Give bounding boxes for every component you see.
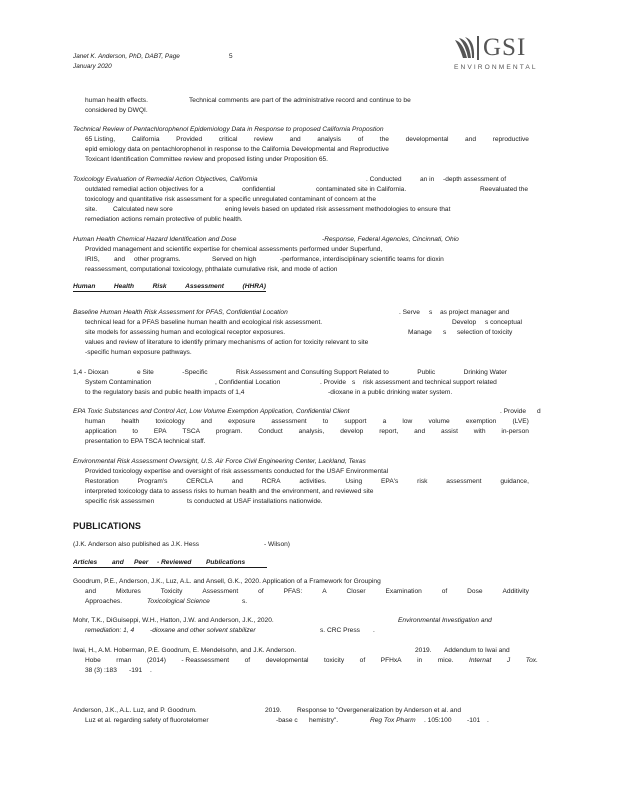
publication-fragment: Approaches. [85,598,123,605]
word: developmental [405,136,449,143]
word: report, [379,428,399,435]
journal-name: Toxicological Science [147,598,210,605]
publication-fragment: s. [242,598,248,605]
word: toxicology [155,418,185,425]
word: (LVE) [512,418,529,425]
word: - Reviewed [157,559,192,566]
book-title: Environmental Investigation and [398,617,492,624]
word: and [112,559,124,566]
journal-word: Tox. [525,657,538,664]
entry-title: Baseline Human Health Risk Assessment for PFAS, Confidential Location [73,309,288,316]
text-line: remediation actions remain protective of public health. [85,216,243,223]
word: Dose [467,588,483,595]
word: PFAS: [283,588,303,595]
text-fragment: specific risk assessmen [85,498,155,505]
entry-title: Technical Review of Pentachlorophenol Epidemiology Data in Response to proposed California Propostion [73,126,384,133]
text-fragment: contaminated site in California. [316,186,407,193]
text-fragment: outdated remedial action objectives for a [85,186,204,193]
text-fragment: -performance, interdisciplinary scientific teams for dioxin [280,256,444,263]
word: EPA's [381,478,399,485]
text-fragment: IRIS, [85,256,100,263]
text-fragment: Manage [408,329,432,336]
header-author-line: Janet K. Anderson, PhD, DABT, Page [73,53,180,60]
justified-line [85,587,529,596]
word: - Reassessment [181,657,230,664]
text-line: technical lead for a PFAS baseline human health and ecological risk assessment. [85,319,323,326]
justified-line [85,135,529,144]
word: Peer [134,559,149,566]
word: Restoration [85,478,119,485]
text-line: toxicology and quantitative risk assessment for a specific unregulated contaminant of concern at the [85,196,377,203]
word: Risk [152,283,167,290]
word: of [258,588,264,595]
text-line: epid emiology data on pentachlorophenol in response to the California Developmental and Reproductive [85,146,389,153]
word: rman [116,657,132,664]
publication-fragment: Luz et al. regarding safety of fluorotelomer [85,717,209,724]
text-fragment: ts conducted at USAF installations nationwide. [187,498,323,505]
text-fragment: site. [85,206,98,213]
word: EPA [153,428,167,435]
word: and [200,418,212,425]
entry-title: EPA Toxic Substances and Control Act, Low Volume Exemption Application, Confidential Client [73,408,350,415]
word: Assessment [202,588,239,595]
header-date: January 2020 [73,63,112,70]
publication-fragment: 38 (3) :183 [85,667,117,674]
word: reproductive [492,136,529,143]
word: of [357,136,364,143]
word: and [414,428,426,435]
text-fragment: Calculated new sore [113,206,173,213]
word: low [402,418,413,425]
gsi-logo [453,34,553,74]
logo-subtext: ENVIRONMENTAL [454,64,538,71]
publication-line: Iwai, H., A.M. Hoberman, P.E. Goodrum, E. Mendelsohn, and J.K. Anderson. [73,647,297,654]
word: California [131,136,160,143]
word: volume [428,418,450,425]
publication-fragment: s. CRC Press [320,627,360,634]
word: and [465,136,477,143]
word: develop [340,428,364,435]
text-line: -specific human exposure pathways. [85,349,192,356]
text-line: Toxicant Identification Committee review and proposed listing under Proposition 65. [85,156,329,163]
word: developmental [265,657,309,664]
publication-fragment: . [373,627,375,634]
word: e Site [136,369,154,376]
justified-line [85,477,529,486]
logo-text: GSI [483,34,527,61]
text-fragment: s [443,329,447,336]
word: CERCLA [186,478,214,485]
hhra-subheading [73,282,266,292]
publication-fragment: Addendum to Iwai and [444,647,510,654]
word: a [382,418,387,425]
word: toxicity [323,657,345,664]
text-fragment: . Provide [320,379,347,386]
text-line: Provided management and scientific expertise for chemical assessments performed under Superfund, [85,246,383,253]
text-fragment: confidential [242,186,276,193]
publication-fragment: -191 [129,667,143,674]
book-title: remediation: 1, 4 [85,627,135,634]
word: Using [345,478,363,485]
page-number: 5 [229,53,233,60]
text-fragment: . Provide [500,408,527,415]
publications-note-part: - Wilson) [264,541,291,548]
text-line: presentation to EPA TSCA technical staff. [85,438,206,445]
text-line: Provided toxicology expertise and oversight of risk assessments conducted for the USAF Environmental [85,468,389,475]
word: Human [73,283,96,290]
word: application [85,428,117,435]
text-fragment: as project manager and [440,309,510,316]
text-fragment: ening levels based on updated risk assessment methodologies to ensure that [225,206,451,213]
word: Conduct [258,428,283,435]
text-line: Technical comments are part of the administrative record and continue to be [189,97,411,104]
articles-subheading [73,558,267,568]
word: with [473,428,486,435]
word: Risk Assessment and Consulting Support Related to [235,369,389,376]
word: exposure [228,418,256,425]
publications-note: (J.K. Anderson also published as J.K. Hess [73,541,200,548]
word: -Specific [182,369,208,376]
word: TSCA [182,428,201,435]
justified-line [73,368,507,377]
word: Program's [137,478,168,485]
text-fragment: risk assessment and technical support related [363,379,497,386]
word: 65 Listing, [85,136,116,143]
word: Hobe [85,657,101,664]
text-fragment: -depth assessment of [443,176,507,183]
word: assist [441,428,458,435]
word: health [121,418,140,425]
word: mice. [437,657,454,664]
text-fragment: other programs. [134,256,181,263]
text-fragment: . Serve [399,309,420,316]
word: human [85,418,106,425]
word: Examination [385,588,422,595]
entry-title: Human Health Chemical Hazard Identification and Dose [73,236,237,243]
word: Mixtures [115,588,141,595]
word: guidance, [500,478,529,485]
publication-fragment: hemistry". [309,717,339,724]
text-fragment: Served on high [212,256,257,263]
word: (HHRA) [242,283,266,290]
word: (2014) [146,657,166,664]
entry-title-part: -Response, Federal Agencies, Cincinnati, Ohio [322,236,459,243]
gsi-leaf-icon [453,36,483,60]
word: Assessment [185,283,224,290]
word: risk [417,478,428,485]
text-line: human health effects. [85,97,148,104]
justified-line [85,417,529,426]
text-line: considered by DWQI. [85,107,148,114]
word: A [322,588,327,595]
entry-title: Environmental Risk Assessment Oversight, U.S. Air Force Civil Engineering Center, Lackland, Texas [73,458,366,465]
justified-line [85,427,529,436]
word: RCRA [261,478,281,485]
word: and [231,478,243,485]
word: analysis [317,136,342,143]
word: Drinking Water [463,369,507,376]
publication-fragment: . [487,717,489,724]
word: Provided [176,136,203,143]
text-fragment: an in [420,176,435,183]
word: 1,4 - Dioxan [73,369,109,376]
publication-line: Anderson, J.K., A.L. Luz, and P. Goodrum. [73,707,197,714]
journal-name: Reg Tox Pharm [370,717,416,724]
word: Closer [346,588,366,595]
text-fragment: to the regulatory basis and public health impacts of 1,4 [85,389,245,396]
word: the [379,136,389,143]
text-fragment: s [352,379,356,386]
text-fragment: s conceptual [485,319,523,326]
text-fragment: Reevaluated the [480,186,529,193]
word: of [244,657,251,664]
word: to [322,418,329,425]
text-line: site models for assessing human and ecological receptor exposures. [85,329,286,336]
publication-fragment: 2019. [415,647,432,654]
text-fragment: s [429,309,433,316]
text-fragment: Develop [452,319,477,326]
word: and [289,136,301,143]
text-line: values and review of literature to identify primary mechanisms of action for toxicity relevant to site [85,339,369,346]
word: assessment [446,478,482,485]
word: Articles [73,559,98,566]
word: Public [417,369,436,376]
journal-word: Internat [469,657,492,664]
journal-word: J [506,657,511,664]
text-fragment: -dioxane in a public drinking water system. [328,389,453,396]
word: critical [218,136,238,143]
justified-line [85,656,538,665]
text-fragment: d [537,408,541,415]
word: program. [215,428,243,435]
text-line: interpreted toxicology data to assess risks to human health and the environment, and reviewed site [85,488,374,495]
text-fragment: and [114,256,126,263]
word: in-person [501,428,529,435]
publications-heading: PUBLICATIONS [73,521,142,531]
word: exemption [465,418,497,425]
word: Additivity [502,588,529,595]
word: PFHxA [380,657,402,664]
publication-fragment: 2019. [265,707,282,714]
word: and [85,588,97,595]
word: of [359,657,366,664]
word: Publications [206,559,246,566]
text-fragment: System Contamination [85,379,152,386]
publication-fragment: -base c [276,717,298,724]
text-fragment: selection of toxicity [457,329,513,336]
word: assessment [271,418,307,425]
word: to [132,428,138,435]
word: in [417,657,423,664]
publication-fragment: . [150,667,152,674]
word: activities. [299,478,327,485]
book-title: -dioxane and other solvent stabilizer [150,627,256,634]
publication-line: Mohr, T.K., DiGuiseppi, W.H., Hatton, J.W. and Anderson, J.K., 2020. [73,617,274,624]
word: of [441,588,448,595]
text-line: reassessment, computational toxicology, phthalate cumulative risk, and mode of action [85,266,338,273]
word: support [344,418,367,425]
entry-title: Toxicology Evaluation of Remedial Action Objectives, California [73,176,258,183]
text-fragment: . Conducted [366,176,402,183]
text-fragment: , Confidential Location [215,379,281,386]
word: review [254,136,274,143]
publication-fragment: Response to "Overgeneralization by Anderson et al. and [297,707,461,714]
word: Toxicity [160,588,183,595]
publication-fragment: -101 [467,717,481,724]
publication-line: Goodrum, P.E., Anderson, J.K., Luz, A.L. and Ansell, G.K., 2020. Application of a Framework for Grouping [73,578,381,585]
word: analysis, [298,428,325,435]
word: Health [113,283,135,290]
publication-fragment: . 105:100 [424,717,452,724]
